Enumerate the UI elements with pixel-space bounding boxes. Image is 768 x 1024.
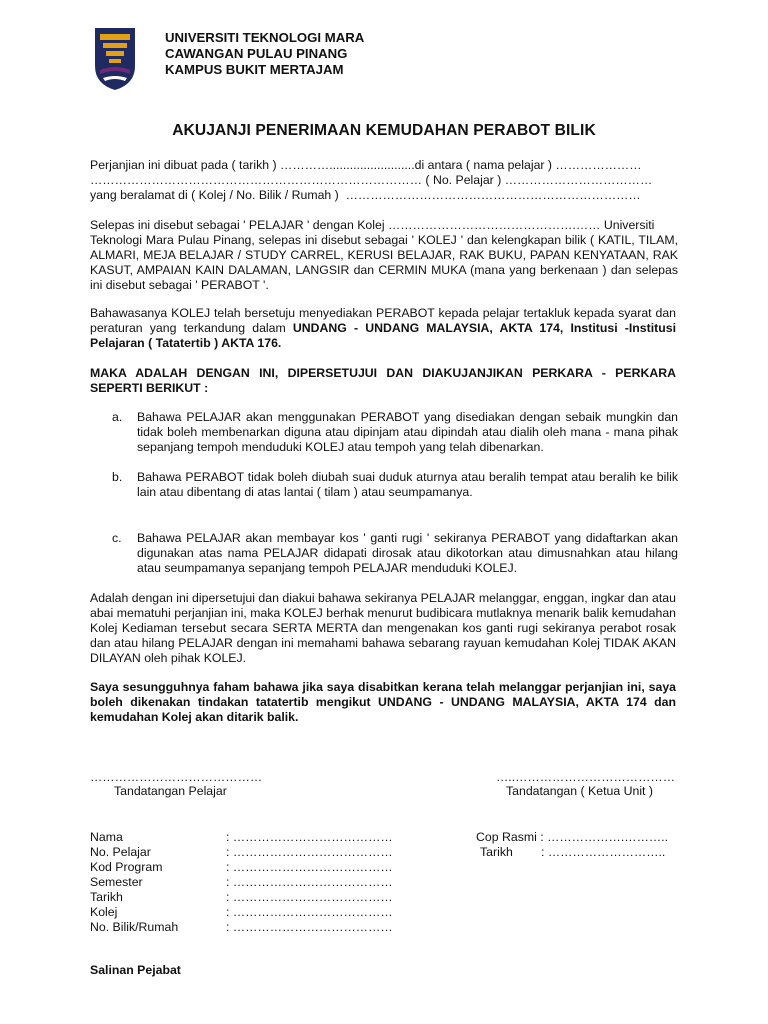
paragraph-agreement-act: UNDANG - UNDANG MALAYSIA, AKTA 174, Institusi -Institusi Pelajaran ( Tatatertib ) AKTA 176.	[90, 321, 676, 350]
student-signature-line: ……………………………………	[90, 770, 263, 784]
form-label-room-no: No. Bilik/Rumah	[90, 920, 179, 934]
office-copy-label: Salinan Pejabat	[90, 963, 181, 977]
institution-header	[165, 30, 364, 78]
form-fill-room-no: : …………………………………	[226, 920, 393, 934]
paragraph-declaration: Saya sesungguhnya faham bahawa jika saya disabitkan kerana telah melanggar perjanjian ini, saya boleh dikenakan tindakan tatatertib mengikut UNDANG - UNDANG MALAYSIA, AKTA 174 dan kemudahan Kolej akan ditarik balik.	[90, 680, 676, 724]
form-fill-college: : …………………………………	[226, 905, 393, 919]
official-stamp-fill: ……………….………..	[543, 830, 668, 844]
intro-block	[90, 158, 678, 203]
list-item-label: b.	[112, 470, 123, 484]
form-label-name: Nama	[90, 830, 123, 844]
form-fill-name: : …………………………………	[226, 830, 393, 844]
campus-branch: CAWANGAN PULAU PINANG	[165, 46, 348, 61]
form-label-program-code: Kod Program	[90, 860, 163, 874]
paragraph-breach: Adalah dengan ini dipersetujui dan diakui bahawa sekiranya PELAJAR melanggar, enggan, ingkar dan atau abai mematuhi perjanjian ini, maka KOLEJ berhak menurut budibicara mutlaknya menarik balik kemudahan Kolej Kediaman tersebut secara SERTA MERTA dan mengenakan kos ganti rugi sekiranya perabot rosak dan atau hilang PELAJAR dengan ini memahami bahawa sebarang rayuan kemudahan Kolej TIDAK AKAN DILAYAN oleh pihak KOLEJ.	[90, 591, 676, 665]
uitm-logo	[94, 26, 136, 92]
institution-name: UNIVERSITI TEKNOLOGI MARA	[165, 30, 365, 45]
list-item-text: Bahawa PELAJAR akan menggunakan PERABOT yang disediakan dengan sebaik mungkin dan tidak boleh membenarkan diguna atau dipinjam atau dipindah atau dialih oleh mana - mana pihak sepanjang tempoh menduduki KOLEJ atau tempoh yang telah dibenarkan.	[137, 410, 678, 454]
form-fill-lines	[226, 830, 393, 935]
list-item-label: c.	[112, 531, 122, 545]
official-stamp-label: Cop Rasmi :	[476, 830, 544, 844]
list-item-text: Bahawa PELAJAR akan membayar kos ' ganti rugi ' sekiranya PERABOT yang didaftarkan akan digunakan atas nama PELAJAR didapati dirosak atau dikotorkan atau dimusnahkan atau hilang atau seumpamanya sepanjang tempoh PELAJAR menduduki KOLEJ.	[137, 531, 678, 575]
form-label-college: Kolej	[90, 905, 118, 919]
paragraph-agreement-text: Bahawasanya KOLEJ telah bersetuju menyediakan PERABOT kepada pelajar tertakluk kepada syarat dan peraturan yang terkandung dalam	[90, 306, 676, 335]
paragraph-parties-first-line: Selepas ini disebut sebagai ' PELAJAR ' dengan Kolej ……………………………………….…… Universiti	[90, 218, 655, 232]
document-title: AKUJANJI PENERIMAAN KEMUDAHAN PERABOT BILIK	[172, 122, 596, 139]
official-stamp-block	[476, 830, 668, 845]
form-fill-semester: : …………………………………	[226, 875, 393, 889]
paragraph-parties	[90, 218, 678, 293]
student-signature-label: Tandatangan Pelajar	[114, 784, 227, 798]
paragraph-covenant: MAKA ADALAH DENGAN INI, DIPERSETUJUI DAN DIAKUJANJIKAN PERKARA - PERKARA SEPERTI BERIKUT :	[90, 366, 676, 395]
official-date-fill: : ………………………..	[541, 845, 666, 859]
official-date-block	[480, 845, 513, 860]
campus-name: KAMPUS BUKIT MERTAJAM	[165, 62, 344, 77]
form-fill-date: : …………………………………	[226, 890, 393, 904]
form-label-date: Tarikh	[90, 890, 123, 904]
unit-head-signature-label: Tandatangan ( Ketua Unit )	[506, 784, 653, 798]
form-fill-student-no: : …………………………………	[226, 845, 393, 859]
list-item-text: Bahawa PERABOT tidak boleh diubah suai duduk aturnya atau beralih tempat atau beralih ke bilik lain atau dibentang di atas lantai ( tilam ) atau seumpamanya.	[137, 470, 678, 499]
form-label-student-no: No. Pelajar	[90, 845, 151, 859]
official-date-fill-block	[541, 845, 665, 860]
official-date-label: Tarikh	[480, 845, 513, 859]
intro-line-address: yang beralamat di ( Kolej / No. Bilik / Rumah ) ………………………………………………………………	[90, 188, 641, 202]
paragraph-parties-body: Teknologi Mara Pulau Pinang, selepas ini disebut sebagai ' KOLEJ ' dan kelengkapan bilik ( KATIL, TILAM, ALMARI, MEJA BELAJAR / STUDY CARREL, KERUSI BELAJAR, RAK BUKU, PAPAN KENYATAAN, RAK KASUT, AMPAIAN KAIN DALAMAN, LANGSIR dan CERMIN MUKA (mana yang berkenaan ) dan selepas ini disebut sebagai ' PERABOT '.	[90, 233, 678, 292]
paragraph-agreement	[90, 306, 676, 351]
form-labels	[90, 830, 178, 935]
intro-line-student-no: ……………………………………………………………………… ( No. Pelajar ) ………………………………	[90, 173, 653, 187]
form-fill-program-code: : …………………………………	[226, 860, 393, 874]
form-label-semester: Semester	[90, 875, 143, 889]
unit-head-signature-line: …..…………………………………	[496, 770, 675, 784]
intro-line-date: Perjanjian ini dibuat pada ( tarikh ) ………….........................di antara ( nama pelajar ) …………………	[90, 158, 642, 172]
list-item-label: a.	[112, 410, 123, 424]
